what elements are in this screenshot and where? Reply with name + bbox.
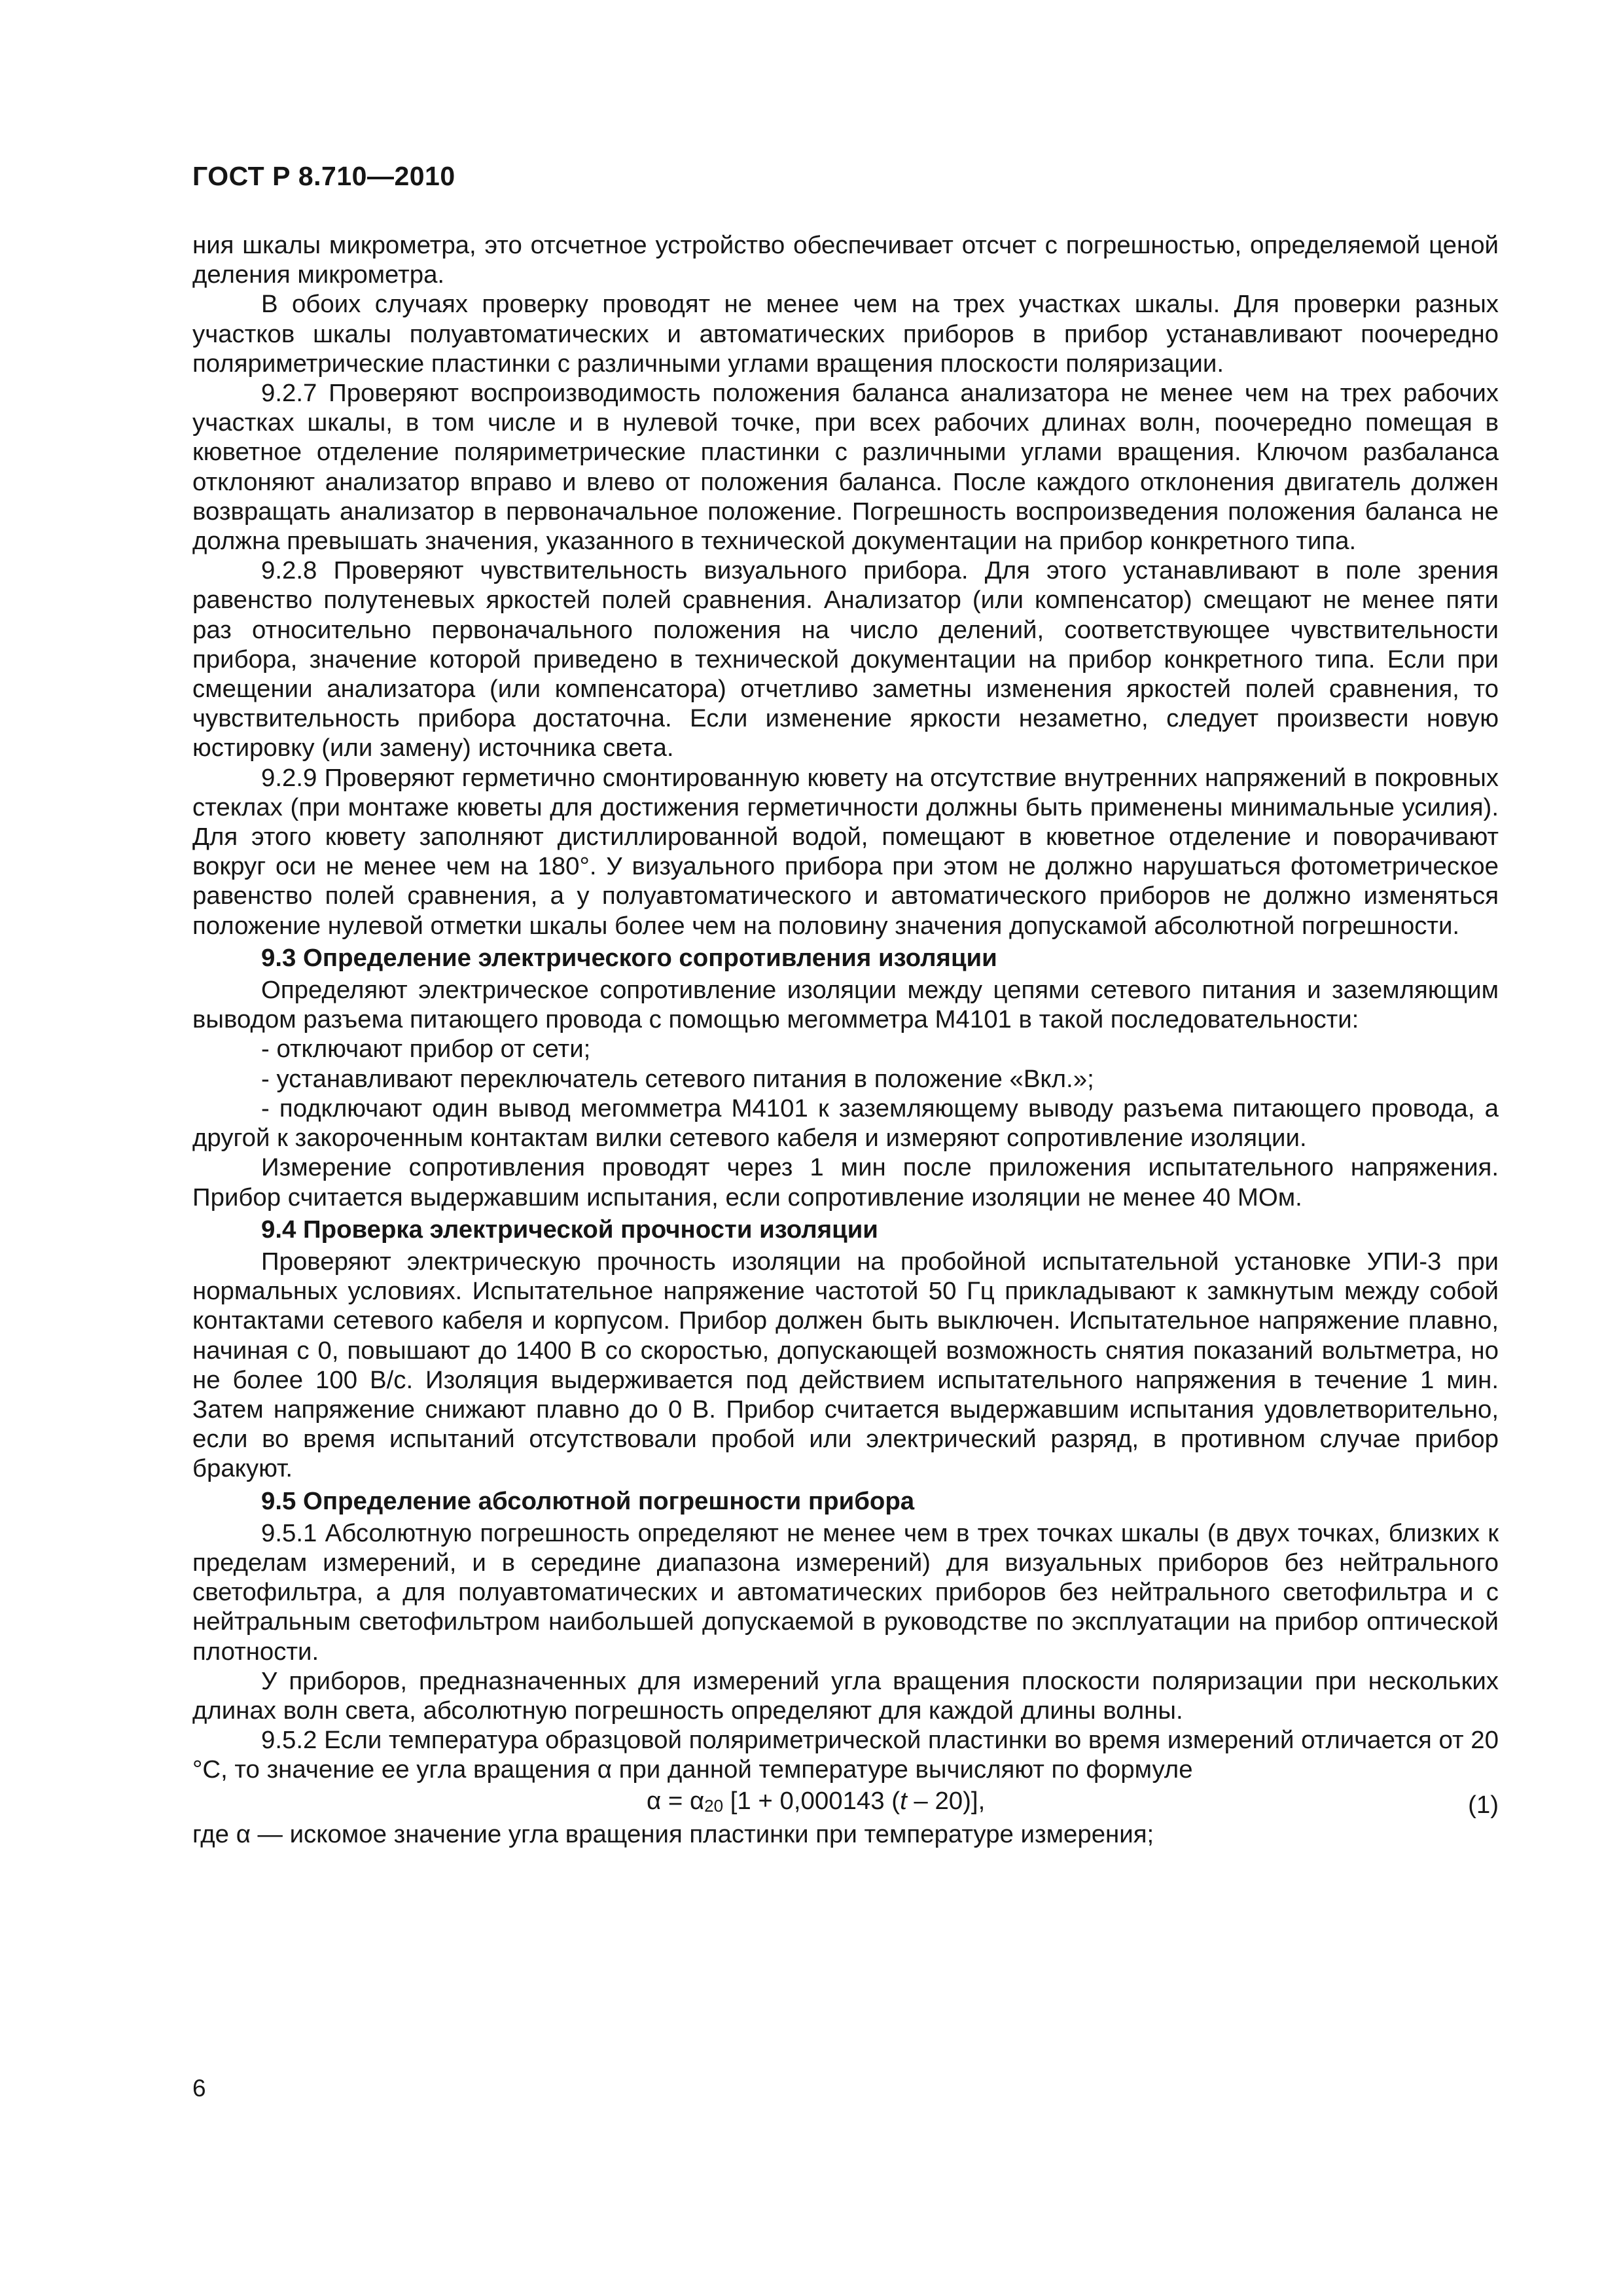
paragraph: Измерение сопротивления проводят через 1 мин после приложения испытательного напряжения. Прибор считается выдержавшим испытания, если сопротивление изоляции не менее 40 МОм. — [192, 1153, 1499, 1211]
page-number: 6 — [192, 2075, 206, 2102]
formula-number: (1) — [1468, 1790, 1499, 1819]
formula-1 — [192, 1786, 1499, 1819]
paragraph-9-5-2: 9.5.2 Если температура образцовой поляриметрической пластинки во время измерений отличается от 20 °С, то значение ее угла вращения α при данной температуре вычисляют по формуле — [192, 1726, 1499, 1784]
document-code-header: ГОСТ Р 8.710—2010 — [192, 161, 455, 191]
section-heading-9-3: 9.3 Определение электрического сопротивления изоляции — [261, 943, 997, 972]
list-item: - отключают прибор от сети; — [261, 1035, 591, 1064]
formula-subscript: 20 — [704, 1795, 724, 1816]
formula-rhs-end: – 20)], — [906, 1786, 986, 1815]
paragraph: Проверяют электрическую прочность изоляции на пробойной испытательной установке УПИ-3 при нормальных условиях. Испытательное напряжение частотой 50 Гц прикладывают к замкнутым между собой контактами сетевого кабеля и корпусом. Прибор должен быть выключен. Испытательное напряжение плавно, начиная с 0, повышают до 1400 В со скоростью, допускающей возможность снятия показаний вольтметра, но не более 100 В/с. Изоляция выдерживается под действием испытательного напряжения в течение 1 мин. Затем напряжение снижают плавно до 0 В. Прибор считается выдержавшим испытания удовлетворительно, если во время испытаний отсутствовали пробой или электрический разряд, в противном случае прибор бракуют. — [192, 1247, 1499, 1483]
section-heading-9-4: 9.4 Проверка электрической прочности изоляции — [261, 1215, 878, 1244]
formula-rhs-start: [1 + 0,000143 ( — [723, 1786, 901, 1815]
paragraph: где α — искомое значение угла вращения пластинки при температуре измерения; — [192, 1820, 1154, 1848]
formula-lhs: α = α — [647, 1786, 705, 1815]
list-item: - устанавливают переключатель сетевого питания в положение «Вкл.»; — [261, 1064, 1094, 1093]
paragraph: ния шкалы микрометра, это отсчетное устройство обеспечивает отсчет с погрешностью, определяемой ценой деления микрометра. — [192, 231, 1499, 289]
section-heading-9-5: 9.5 Определение абсолютной погрешности прибора — [261, 1486, 915, 1515]
paragraph-9-2-9: 9.2.9 Проверяют герметично смонтированную кювету на отсутствие внутренних напряжений в покровных стеклах (при монтаже кюветы для достижения герметичности должны быть применены минимальные усилия). Для этого кювету заполняют дистиллированной водой, помещают в кюветное отделение и поворачивают вокруг оси не менее чем на 180°. У визуального прибора при этом не должно нарушаться фотометрическое равенство полей сравнения, а у полуавтоматического и автоматического приборов не должно изменяться положение нулевой отметки шкалы более чем на половину значения допускамой абсолютной погрешности. — [192, 763, 1499, 940]
paragraph-9-2-8: 9.2.8 Проверяют чувствительность визуального прибора. Для этого устанавливают в поле зрения равенство полутеневых яркостей полей сравнения. Анализатор (или компенсатор) смещают не менее пяти раз относительно первоначального положения на число делений, соответствующее чувствительности прибора, значение которой приведено в технической документации на прибор конкретного типа. Если при смещении анализатора (или компенсатора) отчетливо заметны изменения яркостей полей сравнения, то чувствительность прибора достаточна. Если изменение яркости незаметно, следует произвести новую юстировку (или замену) источника света. — [192, 556, 1499, 762]
paragraph-9-5-1: 9.5.1 Абсолютную погрешность определяют не менее чем в трех точках шкалы (в двух точках, близких к пределам измерений, и в середине диапазона измерений) для визуальных приборов без нейтрального светофильтра, а для полуавтоматических и автоматических приборов без нейтрального светофильтра и с нейтральным светофильтром наибольшей допускаемой в руководстве по эксплуатации на прибор оптической плотности. — [192, 1518, 1499, 1666]
document-page — [192, 0, 1499, 2296]
paragraph: Определяют электрическое сопротивление изоляции между цепями сетевого питания и заземляющим выводом разъема питающего провода с помощью мегомметра М4101 в такой последовательности: — [192, 976, 1499, 1034]
formula-variable: t — [900, 1786, 907, 1815]
paragraph: В обоих случаях проверку проводят не менее чем на трех участках шкалы. Для проверки разных участков шкалы полуавтоматических и автоматических приборов в прибор устанавливают поочередно поляриметрические пластинки с различными углами вращения плоскости поляризации. — [192, 290, 1499, 378]
formula-expression — [647, 1786, 985, 1816]
paragraph-9-2-7: 9.2.7 Проверяют воспроизводимость положения баланса анализатора не менее чем на трех рабочих участках шкалы, в том числе и в нулевой точке, при всех рабочих длинах волн, поочередно помещая в кюветное отделение поляриметрические пластинки с различными углами вращения. Ключом разбаланса отклоняют анализатор вправо и влево от положения баланса. После каждого отклонения двигатель должен возвращать анализатор в первоначальное положение. Погрешность воспроизведения положения баланса не должна превышать значения, указанного в технической документации на прибор конкретного типа. — [192, 379, 1499, 556]
document-body — [192, 230, 1499, 1849]
list-item: - подключают один вывод мегомметра М4101 к заземляющему выводу разъема питающего провода, а другой к закороченным контактам вилки сетевого кабеля и измеряют сопротивление изоляции. — [192, 1094, 1499, 1153]
paragraph: У приборов, предназначенных для измерений угла вращения плоскости поляризации при нескольких длинах волн света, абсолютную погрешность определяют для каждой длины волны. — [192, 1666, 1499, 1725]
